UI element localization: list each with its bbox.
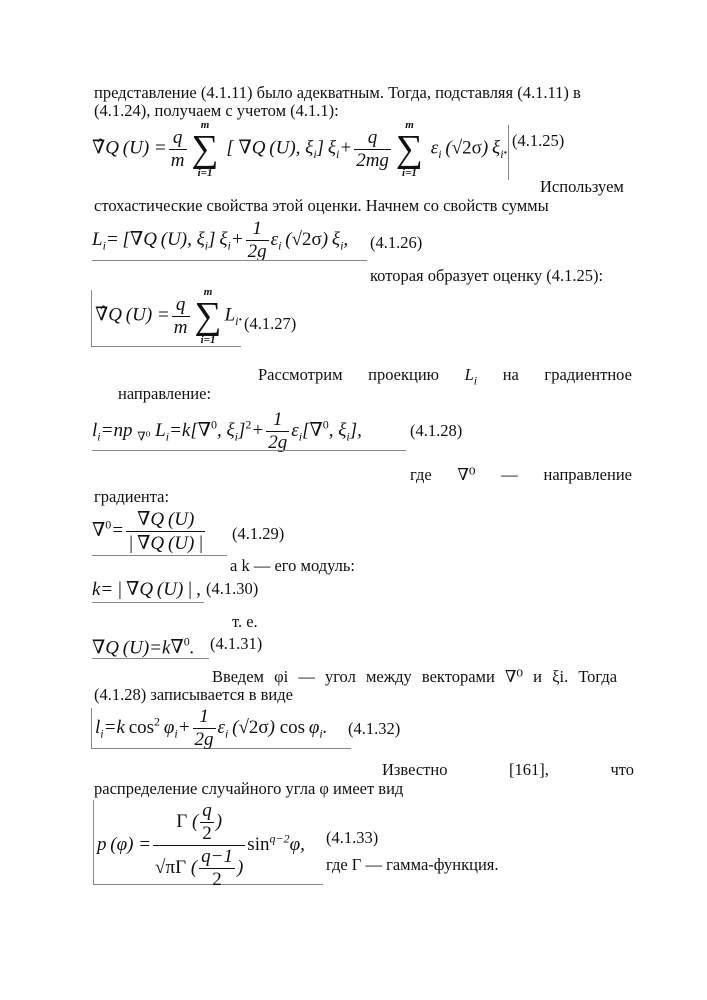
L-symbol: L xyxy=(464,365,474,384)
equation-4-1-26: $L_i= [\nabla Q$ (U), $\xi_i$] $\xi_i+$ $\frac{1}{2g}$ $\varepsilon_i$ (√2σ) $\xi_i$, xyxy=(92,218,349,262)
equation-4-1-27: ∇̂Q (U) = $\frac{q}{m}$ m ∑ i=1 $L_i$. xyxy=(95,286,244,346)
gde-word: где xyxy=(410,465,432,484)
text-ispolzuem: Используем xyxy=(540,177,624,196)
equation-4-1-33: p (φ) = Γ ( $\frac{q}{2}$ ) √πΓ ( $\frac{q-1}{2}$ ) $\sin^{q-2}\varphi$, xyxy=(97,800,305,890)
gradientnoe-word: градиентное xyxy=(544,365,632,384)
eq-4-1-27-rule xyxy=(91,290,92,346)
equation-4-1-30: k= | ∇Q (U) | , xyxy=(92,579,201,600)
izvestno-word: Известно xyxy=(382,760,448,779)
text-raspred: распределение случайного угла φ имеет вид xyxy=(94,779,404,798)
text-gradienta: градиента: xyxy=(94,487,170,506)
text-vvedem: Введем φi — угол между векторами ∇⁰ и ξi. Тогда xyxy=(212,667,618,686)
rassmotrim-word: Рассмотрим xyxy=(258,365,343,384)
equation-4-1-32: $l_i=k$ $\cos^2 \varphi_i+$ $\frac{1}{2g}$ $\varepsilon_i$ (√2σ) $\cos \varphi_i$. xyxy=(95,706,328,750)
eq-4-1-26-label: (4.1.26) xyxy=(370,233,423,252)
na-word: на xyxy=(502,365,519,384)
equation-4-1-29: ∇$^0$= $\frac{\nabla Q (U)}{| \nabla Q (U) |}$ xyxy=(92,509,204,554)
eq-4-1-30-label: (4.1.30) xyxy=(206,579,259,598)
eq-4-1-31-rule xyxy=(92,658,209,659)
eq-4-1-26-rule xyxy=(92,260,367,261)
equation-4-1-31: ∇Q (U)=k∇$^0$. xyxy=(92,635,195,659)
eq-4-1-31-label: (4.1.31) xyxy=(210,634,263,653)
text-te: т. е. xyxy=(232,612,258,631)
text-ak: а k — его модуль: xyxy=(230,556,355,575)
text-gamma: где Γ — гамма-функция. xyxy=(326,855,499,874)
dash: — xyxy=(501,465,518,484)
eq-4-1-29-rule xyxy=(92,555,227,556)
eq-4-1-28-rule xyxy=(92,450,406,451)
eq-4-1-28-label: (4.1.28) xyxy=(410,421,463,440)
text-napravlenie: направление: xyxy=(118,384,212,403)
eq-4-1-27-label: (4.1.27) xyxy=(244,314,297,333)
equation-4-1-28: $l_i=np$ $_{\nabla^0}$ $L_i=k[\nabla^0$, $\xi_i]^2+$ $\frac{1}{2g}$ $\varepsilon_i[\nabla^0$, $\xi_i$], xyxy=(92,409,362,453)
text-stoch: стохастические свойства этой оценки. Начнем со свойств суммы xyxy=(94,196,549,215)
eq-4-1-27-underline xyxy=(91,346,241,347)
nabla0-symbol: ∇⁰ xyxy=(457,465,476,484)
text-gde xyxy=(410,465,632,485)
text-izvestno xyxy=(382,760,634,780)
para1-line1: представление (4.1.11) было адекватным. Тогда, подставляя (4.1.11) в xyxy=(94,83,581,102)
eq-4-1-32-rule xyxy=(91,708,92,748)
eq-4-1-25-label: (4.1.25) xyxy=(512,131,565,150)
eq-4-1-30-rule xyxy=(92,602,204,603)
eq-4-1-33-rule xyxy=(93,800,94,884)
eq-4-1-32-label: (4.1.32) xyxy=(348,719,401,738)
chto-word: что xyxy=(610,760,634,779)
proekciyu-word: проекцию xyxy=(368,365,439,384)
equation-4-1-25: ∇̂Q (U) = $\frac{q}{m}$ m ∑ i=1 [ ∇Q (U), $\xi_i$] $\xi_i+$ $\frac{q}{2mg}$ m ∑ i=1 $\varepsilon_i$ (√2σ) $\xi_i$. xyxy=(92,119,509,179)
eq-4-1-29-label: (4.1.29) xyxy=(232,524,285,543)
text-rassmotrim: Рассмотрим проекцию $L_i$ на градиентное xyxy=(258,365,632,388)
para1-line2: (4.1.24), получаем с учетом (4.1.1): xyxy=(94,101,339,120)
napravlenie-word: направление xyxy=(543,465,632,484)
text-kotoraya: которая образует оценку (4.1.25): xyxy=(370,266,604,285)
text-zapis: (4.1.28) записывается в виде xyxy=(94,685,293,704)
eq-4-1-33-label: (4.1.33) xyxy=(326,828,379,847)
eq-4-1-25-rule xyxy=(508,125,509,180)
citation-161: [161], xyxy=(509,760,549,779)
